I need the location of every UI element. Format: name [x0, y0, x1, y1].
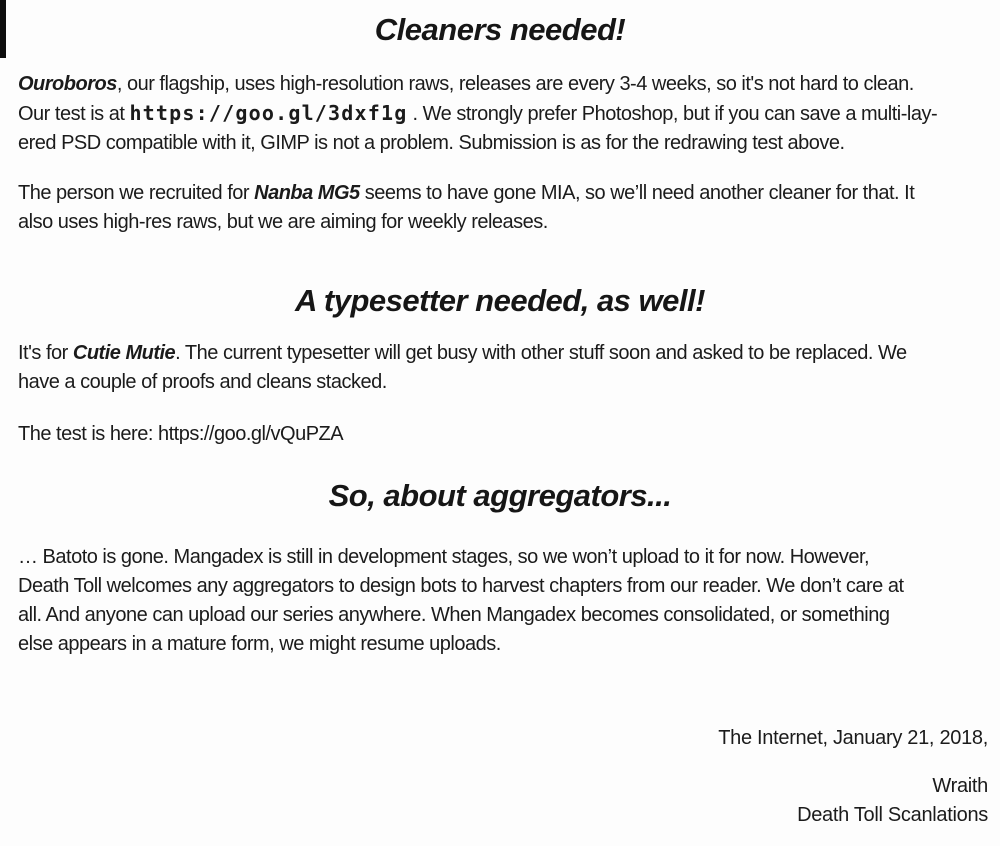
text-segment: … Batoto is gone. Mangadex is still in development stages, so we won’t upload to it for now. However, [18, 546, 870, 568]
signature-name: Wraith [932, 775, 988, 797]
text-segment: Death Toll welcomes any aggregators to design bots to harvest chapters from our reader. We don’t care at [18, 575, 904, 597]
text-segment: also uses high-res raws, but we are aiming for weekly releases. [18, 211, 548, 233]
text-line [18, 70, 1000, 99]
text-segment: . We strongly prefer Photoshop, but if you can save a multi-lay- [407, 103, 938, 125]
text-segment: https://goo.gl/3dxf1g [129, 101, 408, 125]
text-segment: have a couple of proofs and cleans stacked. [18, 371, 387, 393]
heading-about-aggregators: So, about aggregators... [328, 478, 672, 513]
text-segment: Ouroboros [18, 73, 117, 95]
paragraph-typesetter-test-link [18, 420, 1000, 449]
paragraph-aggregators-policy [18, 543, 1000, 659]
signature-dateline: The Internet, January 21, 2018, [718, 727, 988, 749]
text-line [18, 129, 1000, 158]
text-segment: Cutie Mutie [72, 342, 176, 364]
signature-group: Death Toll Scanlations [797, 804, 988, 826]
text-line [18, 630, 1000, 659]
text-line [18, 99, 1000, 129]
text-segment: It's for [18, 342, 73, 364]
text-line [18, 179, 1000, 208]
text-segment: Nanba MG5 [254, 182, 360, 204]
text-segment: ered PSD compatible with it, GIMP is not a problem. Submission is as for the redrawing test above. [18, 132, 845, 154]
heading-typesetter-needed: A typesetter needed, as well! [295, 283, 705, 318]
text-segment: seems to have gone MIA, so we’ll need another cleaner for that. It [359, 182, 915, 204]
text-line [18, 543, 1000, 572]
text-line [18, 420, 1000, 449]
text-line [18, 208, 1000, 237]
text-segment: all. And anyone can upload our series anywhere. When Mangadex becomes consolidated, or something [18, 604, 890, 626]
text-line [18, 572, 1000, 601]
heading-cleaners-needed: Cleaners needed! [374, 12, 626, 47]
text-line [18, 368, 1000, 397]
text-segment: Our test is at [18, 103, 130, 125]
text-segment: . The current typesetter will get busy with other stuff soon and asked to be replaced. We [175, 342, 907, 364]
text-segment: , our flagship, uses high-resolution raws, releases are every 3-4 weeks, so it's not hard to clean. [116, 73, 914, 95]
text-segment: The person we recruited for [18, 182, 255, 204]
text-line [18, 601, 1000, 630]
text-segment: The test is here: https://goo.gl/vQuPZA [18, 423, 344, 445]
text-segment: else appears in a mature form, we might resume uploads. [18, 633, 501, 655]
paragraph-cutie-mutie [18, 339, 1000, 397]
paragraph-nanba-mg5 [18, 179, 1000, 237]
text-line [18, 339, 1000, 368]
paragraph-ouroboros-cleaning [18, 70, 1000, 158]
